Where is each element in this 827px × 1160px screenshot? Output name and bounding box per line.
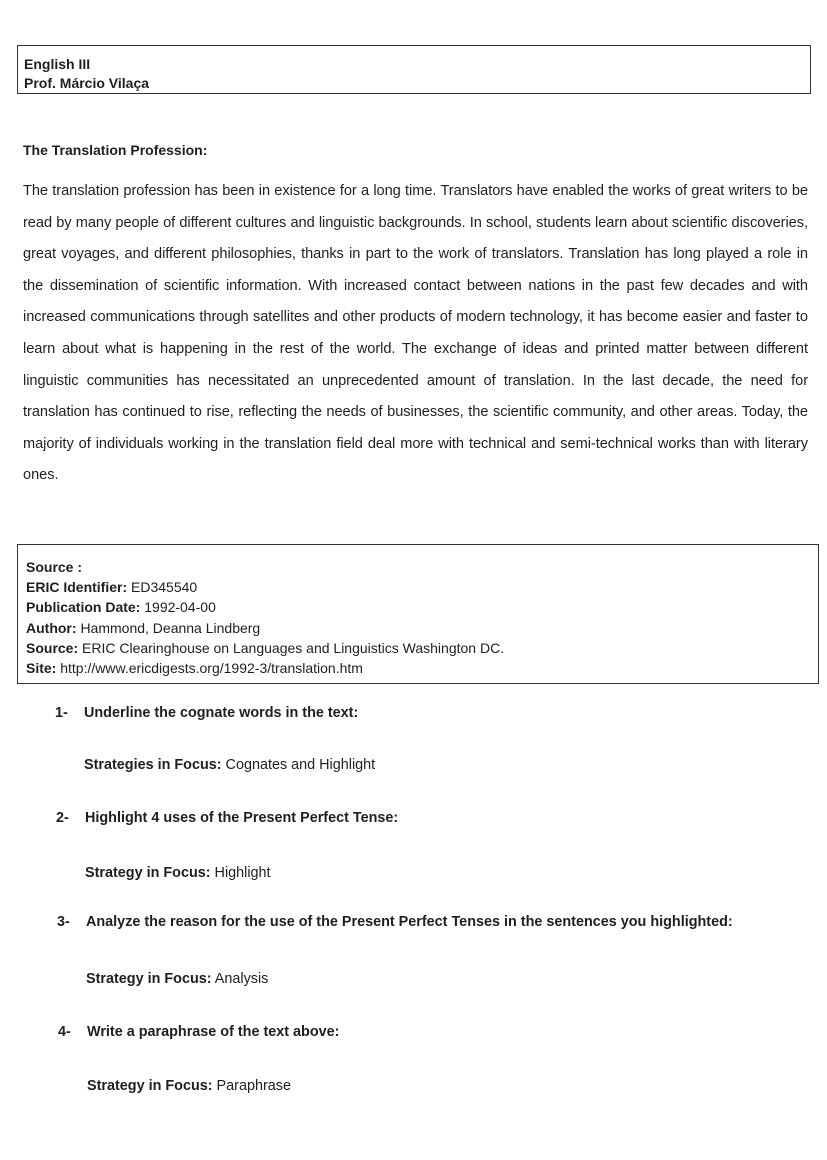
source-row-label: Author:	[26, 619, 77, 636]
question-number: 1-	[55, 705, 68, 721]
source-row-label: Publication Date:	[26, 599, 141, 616]
source-row-value: http://www.ericdigests.org/1992-3/translation.htm	[60, 660, 363, 677]
source-box	[17, 544, 819, 684]
question-3	[57, 914, 733, 930]
source-row-label: Site:	[26, 660, 57, 677]
strategy-value: Highlight	[214, 865, 271, 881]
question-4	[58, 1024, 339, 1040]
source-row-label: Source:	[26, 639, 79, 656]
strategy-label: Strategy in Focus:	[87, 1078, 213, 1094]
source-row-value: ERIC Clearinghouse on Languages and Linguistics Washington DC.	[82, 639, 505, 656]
question-1	[55, 705, 358, 721]
course-name: English III	[24, 56, 91, 72]
question-number: 4-	[58, 1024, 71, 1040]
strategy-1	[84, 757, 375, 773]
strategy-value: Cognates and Highlight	[225, 757, 376, 773]
source-row-label: ERIC Identifier:	[26, 579, 128, 596]
source-row-eric-identifier	[26, 577, 818, 597]
strategy-2	[85, 865, 271, 881]
strategy-4	[87, 1078, 291, 1094]
source-row-publication-date	[26, 597, 818, 617]
question-2	[56, 810, 398, 826]
strategy-3	[86, 971, 268, 987]
source-row-value: ED345540	[131, 579, 198, 596]
strategy-value: Analysis	[214, 971, 269, 987]
source-heading: Source :	[26, 559, 83, 575]
strategy-label: Strategy in Focus:	[85, 865, 211, 881]
strategy-label: Strategies in Focus:	[84, 757, 222, 773]
course-header-box	[17, 45, 811, 94]
source-row-site	[26, 658, 818, 678]
question-text: Analyze the reason for the use of the Present Perfect Tenses in the sentences you highlighted:	[86, 914, 733, 930]
strategy-label: Strategy in Focus:	[86, 971, 212, 987]
section-title: The Translation Profession:	[23, 142, 208, 158]
question-number: 3-	[57, 914, 70, 930]
question-text: Highlight 4 uses of the Present Perfect Tense:	[85, 810, 399, 826]
source-row-value: 1992-04-00	[144, 599, 216, 616]
body-paragraph: The translation profession has been in existence for a long time. Translators have enabled the works of great writers to be read by many people of different cultures and linguistic backgrounds. In school, students learn about scientific discoveries, great voyages, and different philosophies, thanks in part to the work of translators. Translation has long played a role in the dissemination of scientific information. With increased contact between nations in the past few decades and with increased communications through satellites and other products of modern technology, it has become easier and faster to learn about what is happening in the rest of the world. The exchange of ideas and printed matter between different linguistic communities has necessitated an unprecedented amount of translation. In the last decade, the need for translation has continued to rise, reflecting the needs of businesses, the scientific community, and other areas. Today, the majority of individuals working in the translation field deal more with technical and semi-technical works than with literary ones.	[23, 183, 808, 484]
professor-name: Prof. Márcio Vilaça	[24, 75, 150, 91]
source-row-source	[26, 638, 818, 658]
question-number: 2-	[56, 810, 69, 826]
strategy-value: Paraphrase	[216, 1078, 291, 1094]
question-text: Write a paraphrase of the text above:	[87, 1024, 340, 1040]
source-row-value: Hammond, Deanna Lindberg	[80, 619, 261, 636]
source-row-author	[26, 618, 818, 638]
question-text: Underline the cognate words in the text:	[84, 705, 359, 721]
